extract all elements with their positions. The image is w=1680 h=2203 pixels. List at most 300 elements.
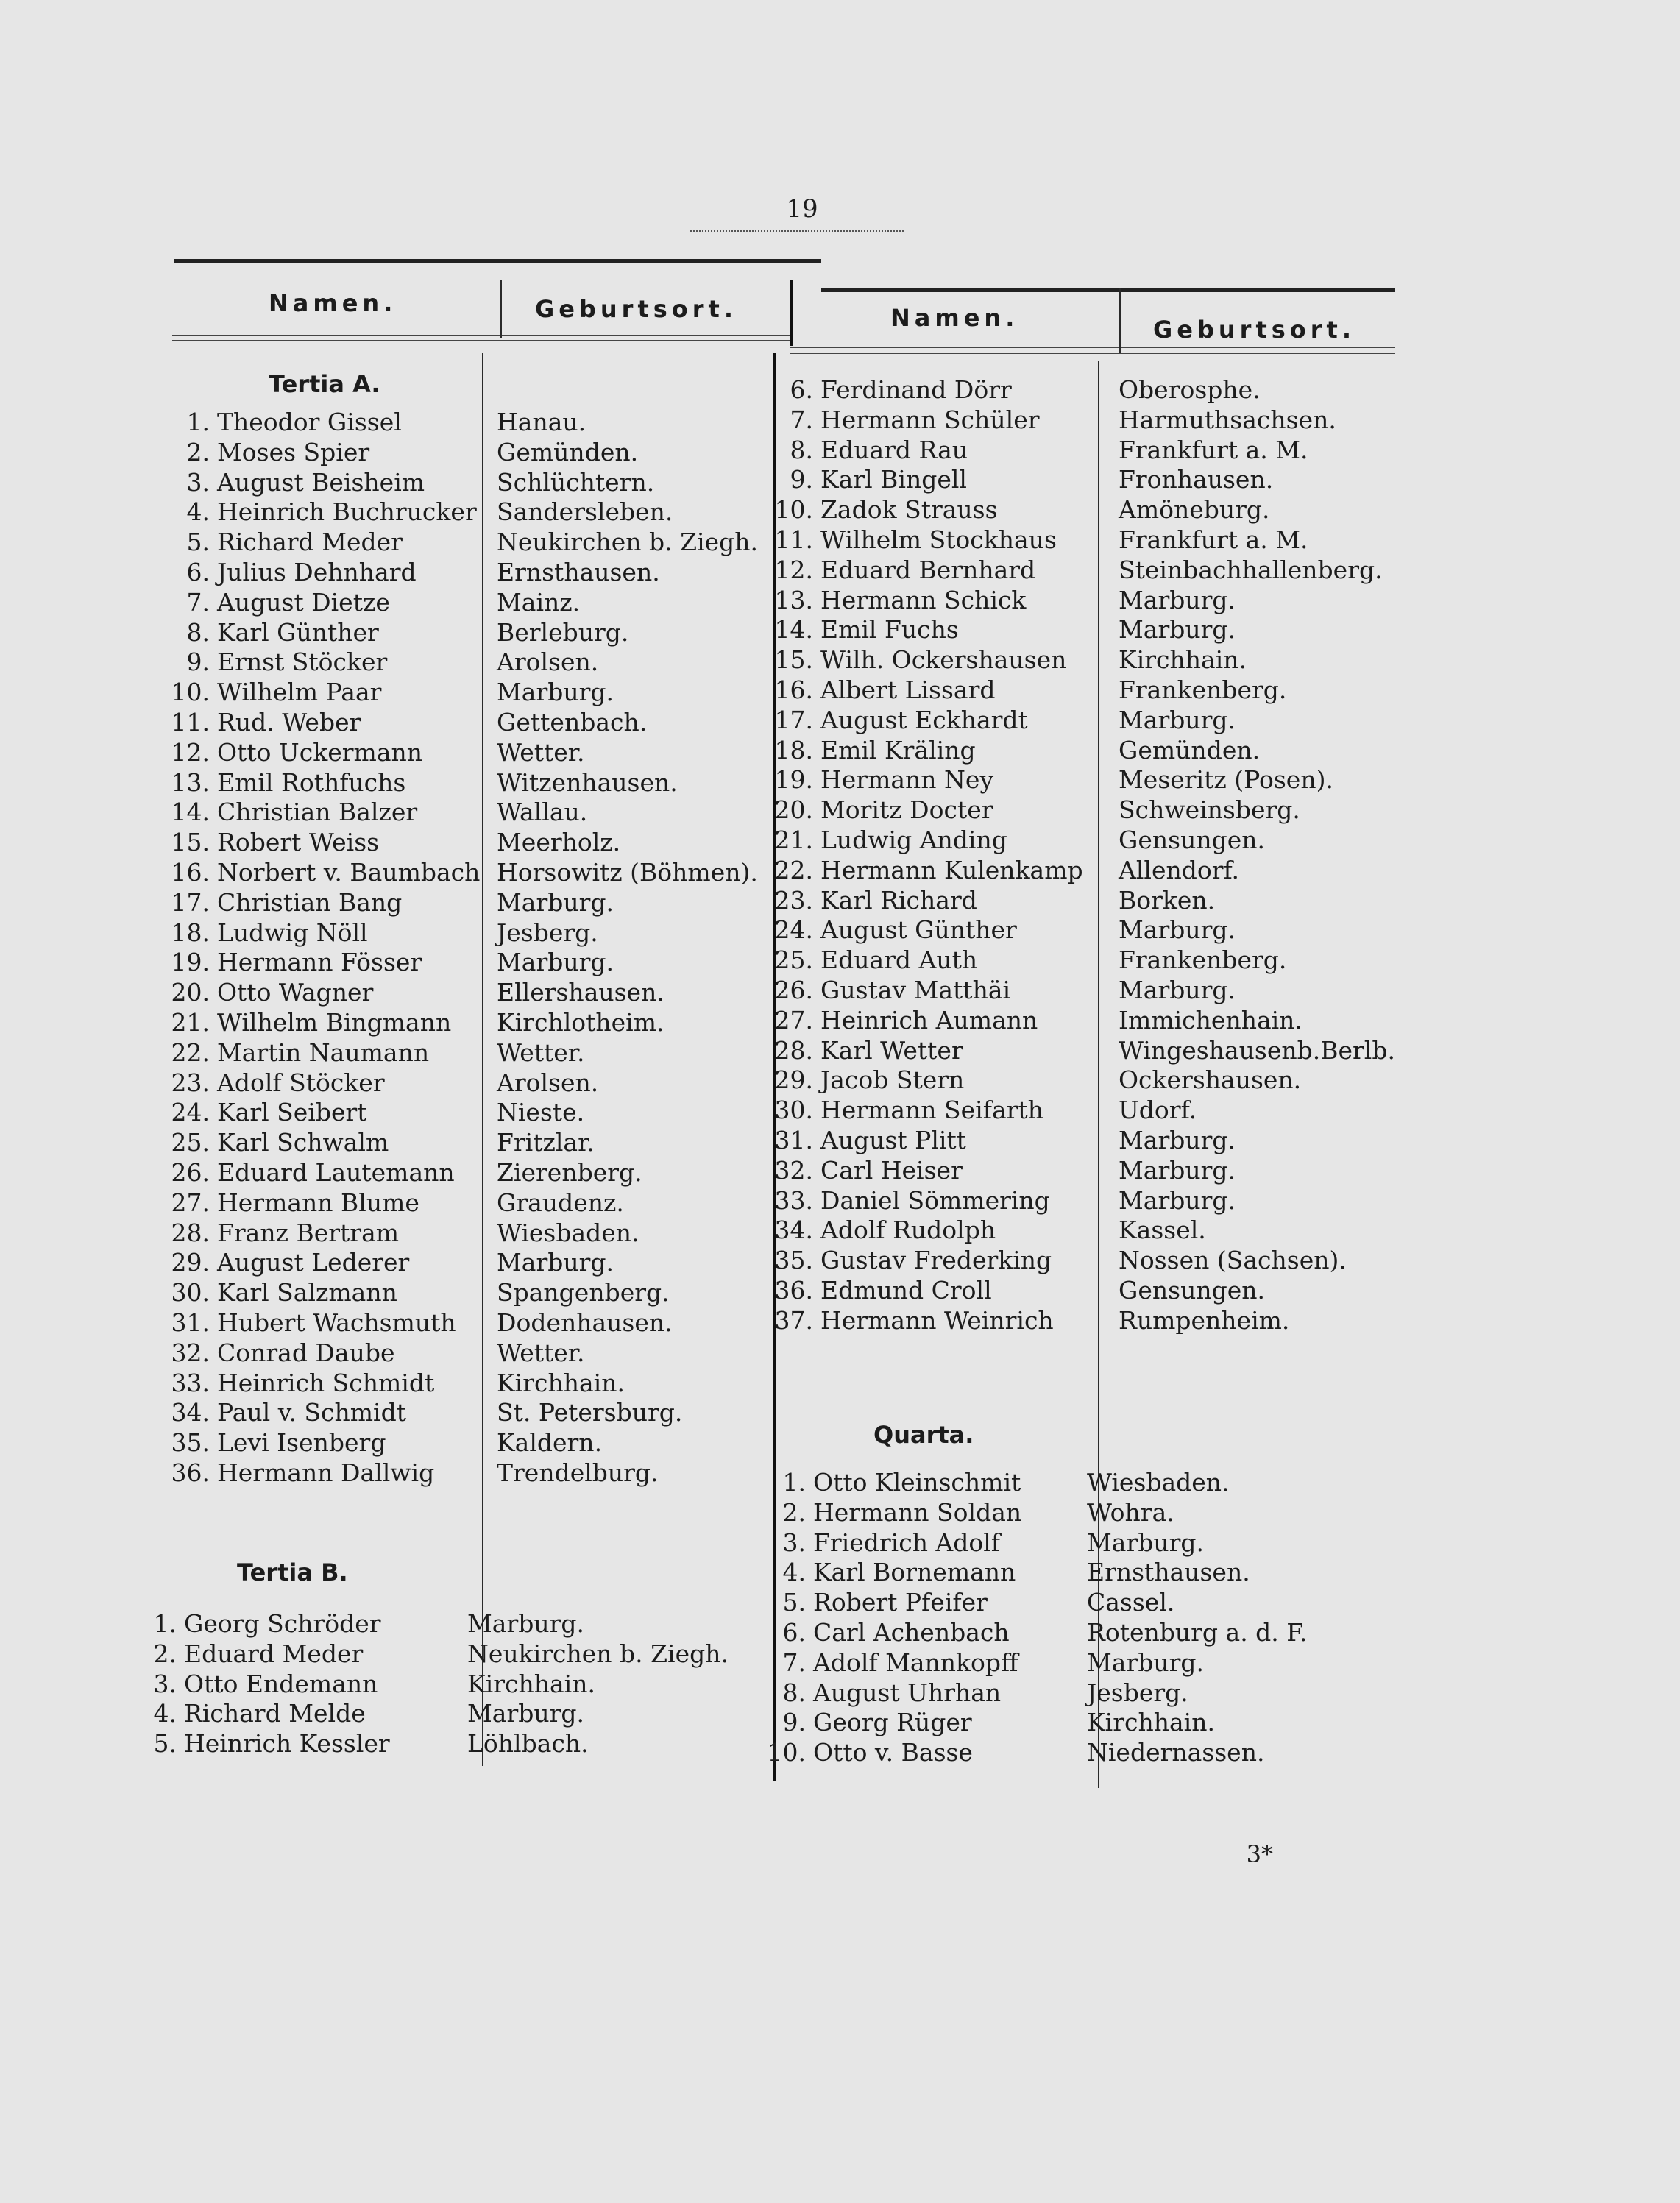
birthplace: Trendelburg.: [497, 1458, 659, 1487]
entry-number: 12.: [171, 737, 210, 767]
entry-number: 14.: [774, 615, 813, 645]
list-item: [151, 648, 762, 678]
top-rule-left: [174, 259, 821, 263]
birthplace: Kaldern.: [497, 1428, 603, 1458]
birthplace: Fritzlar.: [497, 1128, 595, 1157]
list-item: [151, 1158, 762, 1188]
list-item: [118, 1670, 758, 1700]
list-item: [754, 1276, 1394, 1306]
list-item: [754, 915, 1394, 946]
list-item: [118, 1609, 758, 1639]
entry-number: 24.: [774, 915, 813, 945]
student-name: Wilhelm Paar: [217, 678, 382, 707]
student-name: Karl Günther: [217, 617, 379, 647]
birthplace: Sandersleben.: [497, 497, 673, 527]
birthplace: Frankfurt a. M.: [1119, 525, 1308, 554]
birthplace: Allendorf.: [1119, 855, 1240, 884]
top-rule-right: [821, 288, 1395, 292]
entry-number: 33.: [171, 1368, 210, 1397]
student-name: Adolf Stöcker: [217, 1068, 385, 1097]
student-name: Theodor Gissel: [217, 408, 402, 436]
birthplace: Wohra.: [1087, 1497, 1174, 1527]
student-name: Eduard Bernhard: [820, 555, 1036, 584]
list-item: [747, 1738, 1394, 1768]
student-name: Heinrich Aumann: [820, 1005, 1038, 1035]
student-name: Norbert v. Baumbach: [217, 857, 481, 887]
birthplace: Gettenbach.: [497, 707, 648, 737]
entry-number: 3.: [186, 467, 210, 497]
entry-number: 20.: [774, 795, 813, 825]
student-name: Eduard Lautemann: [217, 1157, 455, 1187]
student-name: Moritz Docter: [820, 795, 993, 825]
list-item: [754, 736, 1394, 766]
entry-number: 24.: [171, 1098, 210, 1127]
student-name: Rud. Weber: [217, 707, 361, 737]
entry-number: 16.: [774, 675, 813, 704]
list-item: [151, 408, 762, 438]
birthplace: Gemünden.: [497, 437, 639, 467]
student-name: Edmund Croll: [820, 1275, 992, 1305]
birthplace: Wingeshausenb.Berlb.: [1119, 1035, 1395, 1065]
student-name: Karl Richard: [820, 885, 977, 915]
list-item: [754, 586, 1394, 616]
entry-number: 1.: [782, 1468, 806, 1497]
student-name: Carl Heiser: [820, 1155, 963, 1185]
list-item: [754, 1096, 1394, 1126]
entry-number: 4.: [153, 1699, 177, 1728]
birthplace: Marburg.: [497, 678, 614, 707]
entry-number: 12.: [774, 555, 813, 584]
birthplace: Fronhausen.: [1119, 465, 1274, 494]
birthplace: Nossen (Sachsen).: [1119, 1246, 1347, 1275]
student-name: August Lederer: [217, 1248, 410, 1277]
list-item: [151, 678, 762, 708]
entry-number: 5.: [782, 1588, 806, 1617]
birthplace: Kirchhain.: [1119, 645, 1247, 675]
student-name: Wilh. Ockershausen: [820, 645, 1067, 675]
student-name: Hermann Blume: [217, 1188, 419, 1217]
student-name: Otto Kleinschmit: [813, 1468, 1021, 1497]
birthplace: Niedernassen.: [1087, 1738, 1265, 1767]
entry-number: 11.: [774, 525, 813, 554]
birthplace: Kassel.: [1119, 1216, 1206, 1245]
student-name: August Plitt: [820, 1125, 966, 1154]
student-name: Zadok Strauss: [820, 495, 998, 525]
entry-number: 8.: [790, 435, 813, 464]
list-item: [754, 1246, 1394, 1276]
birthplace: Rotenburg a. d. F.: [1087, 1617, 1308, 1647]
entry-number: 26.: [171, 1157, 210, 1187]
header-names-right: Namen.: [890, 304, 1019, 332]
list-item: [754, 1065, 1394, 1096]
list-item: [747, 1498, 1394, 1528]
birthplace: Horsowitz (Böhmen).: [497, 857, 758, 887]
birthplace: St. Petersburg.: [497, 1398, 683, 1427]
student-name: Levi Isenberg: [217, 1428, 386, 1458]
list-item: [754, 1306, 1394, 1336]
list-item: [754, 765, 1394, 795]
entry-number: 1.: [186, 408, 210, 436]
entry-number: 31.: [171, 1308, 210, 1337]
birthplace: Ellershausen.: [497, 978, 664, 1007]
entry-number: 18.: [171, 918, 210, 947]
section-title-tertia-b: Tertia B.: [237, 1558, 348, 1586]
entry-number: 23.: [171, 1068, 210, 1097]
entry-number: 10.: [774, 495, 813, 525]
birthplace: Hanau.: [497, 408, 586, 436]
tertia-a-list: [151, 408, 762, 1489]
birthplace: Oberosphe.: [1119, 375, 1261, 404]
entry-number: 20.: [171, 978, 210, 1007]
birthplace: Frankfurt a. M.: [1119, 435, 1308, 464]
list-item: [754, 706, 1394, 736]
sheet-signature: 3*: [1246, 1840, 1273, 1868]
list-item: [151, 1308, 762, 1338]
entry-number: 25.: [171, 1128, 210, 1157]
student-name: Ernst Stöcker: [217, 648, 388, 677]
list-item: [151, 918, 762, 948]
birthplace: Mainz.: [497, 587, 581, 617]
birthplace: Marburg.: [1119, 915, 1236, 945]
entry-number: 30.: [171, 1278, 210, 1308]
entry-number: 4.: [186, 497, 210, 527]
list-item: [151, 1188, 762, 1218]
birthplace: Marburg.: [1119, 1125, 1236, 1154]
birthplace: Udorf.: [1119, 1096, 1197, 1125]
student-name: Karl Salzmann: [217, 1278, 397, 1308]
entry-number: 13.: [171, 767, 210, 797]
entry-number: 6.: [186, 557, 210, 586]
birthplace: Frankenberg.: [1119, 675, 1287, 704]
student-name: Daniel Sömmering: [820, 1185, 1050, 1215]
birthplace: Kirchlotheim.: [497, 1007, 664, 1037]
list-item: [151, 888, 762, 918]
entry-number: 14.: [171, 798, 210, 827]
student-name: Hermann Soldan: [813, 1497, 1022, 1527]
entry-number: 22.: [774, 855, 813, 884]
student-name: Emil Kräling: [820, 735, 976, 765]
birthplace: Cassel.: [1087, 1588, 1175, 1617]
list-item: [754, 645, 1394, 675]
birthplace: Rumpenheim.: [1119, 1305, 1290, 1335]
student-name: Ludwig Anding: [820, 825, 1007, 854]
entry-number: 28.: [774, 1035, 813, 1065]
entry-number: 32.: [171, 1338, 210, 1367]
student-name: Hermann Seifarth: [820, 1096, 1043, 1125]
list-item: [151, 1398, 762, 1428]
student-name: Adolf Rudolph: [820, 1216, 996, 1245]
birthplace: Marburg.: [1119, 975, 1236, 1004]
student-name: Albert Lissard: [820, 675, 996, 704]
header-rule-left-1: [172, 335, 790, 336]
student-name: Robert Pfeifer: [813, 1588, 988, 1617]
student-name: Adolf Mannkopff: [813, 1647, 1018, 1677]
birthplace: Marburg.: [1119, 585, 1236, 614]
birthplace: Amöneburg.: [1119, 495, 1270, 525]
list-item: [754, 1006, 1394, 1036]
list-item: [151, 558, 762, 588]
student-name: August Uhrhan: [813, 1678, 1002, 1707]
entry-number: 26.: [774, 975, 813, 1004]
entry-number: 16.: [171, 857, 210, 887]
tertia-b-continued-list: [754, 375, 1394, 1336]
student-name: August Dietze: [217, 587, 390, 617]
student-name: Hermann Weinrich: [820, 1305, 1054, 1335]
entry-number: 25.: [774, 946, 813, 975]
list-item: [151, 708, 762, 738]
student-name: Richard Melde: [184, 1699, 366, 1728]
student-name: Christian Balzer: [217, 798, 418, 827]
list-item: [754, 826, 1394, 856]
student-name: Heinrich Buchrucker: [217, 497, 477, 527]
student-name: Gustav Matthäi: [820, 975, 1011, 1004]
birthplace: Marburg.: [497, 1248, 614, 1277]
student-name: Otto v. Basse: [813, 1738, 973, 1767]
list-item: [747, 1618, 1394, 1648]
student-name: Heinrich Schmidt: [217, 1368, 435, 1397]
list-item: [747, 1708, 1394, 1738]
student-name: Franz Bertram: [217, 1218, 400, 1247]
birthplace: Marburg.: [1087, 1528, 1205, 1557]
divider-right-header: [1119, 288, 1121, 353]
entry-number: 6.: [790, 375, 813, 404]
student-name: Eduard Rau: [820, 435, 968, 464]
list-item: [754, 976, 1394, 1006]
student-name: August Beisheim: [217, 467, 425, 497]
list-item: [151, 738, 762, 768]
birthplace: Wiesbaden.: [1087, 1468, 1230, 1497]
birthplace: Wetter.: [497, 1338, 585, 1367]
list-item: [754, 795, 1394, 826]
birthplace: Wetter.: [497, 737, 585, 767]
birthplace: Wallau.: [497, 798, 588, 827]
student-name: Georg Schröder: [184, 1609, 381, 1638]
student-name: Martin Naumann: [217, 1037, 430, 1067]
entry-number: 11.: [171, 707, 210, 737]
birthplace: Witzenhausen.: [497, 767, 678, 797]
student-name: Hubert Wachsmuth: [217, 1308, 456, 1337]
entry-number: 29.: [171, 1248, 210, 1277]
entry-number: 4.: [782, 1558, 806, 1587]
list-item: [118, 1729, 758, 1759]
student-name: Ferdinand Dörr: [820, 375, 1012, 404]
student-name: Moses Spier: [217, 437, 370, 467]
birthplace: Spangenberg.: [497, 1278, 670, 1308]
list-item: [747, 1588, 1394, 1618]
header-rule-right-1: [790, 347, 1395, 348]
list-item: [151, 1068, 762, 1099]
entry-number: 2.: [186, 437, 210, 467]
student-name: Robert Weiss: [217, 828, 380, 857]
list-item: [754, 1186, 1394, 1216]
list-item: [151, 618, 762, 648]
entry-number: 36.: [171, 1458, 210, 1487]
entry-number: 34.: [774, 1216, 813, 1245]
list-item: [151, 1338, 762, 1369]
student-name: Gustav Frederking: [820, 1246, 1052, 1275]
student-name: Karl Wetter: [820, 1035, 963, 1065]
list-item: [747, 1528, 1394, 1558]
birthplace: Marburg.: [497, 887, 614, 917]
entry-number: 5.: [186, 528, 210, 557]
list-item: [151, 978, 762, 1008]
birthplace: Neukirchen b. Ziegh.: [497, 528, 758, 557]
birthplace: Kirchhain.: [467, 1669, 595, 1698]
student-name: Hermann Schick: [820, 585, 1027, 614]
student-name: Emil Fuchs: [820, 615, 959, 645]
entry-number: 10.: [171, 678, 210, 707]
birthplace: Nieste.: [497, 1098, 585, 1127]
student-name: Heinrich Kessler: [184, 1729, 390, 1759]
birthplace: Gensungen.: [1119, 1275, 1265, 1305]
student-name: Otto Endemann: [184, 1669, 378, 1698]
student-name: Karl Schwalm: [217, 1128, 389, 1157]
student-name: Otto Wagner: [217, 978, 374, 1007]
list-item: [754, 525, 1394, 556]
list-item: [754, 495, 1394, 525]
student-name: Karl Bingell: [820, 465, 967, 494]
list-item: [747, 1648, 1394, 1678]
student-name: Karl Bornemann: [813, 1558, 1016, 1587]
entry-number: 3.: [782, 1528, 806, 1557]
header-rule-left-2: [172, 340, 790, 341]
birthplace: Wetter.: [497, 1037, 585, 1067]
entry-number: 35.: [774, 1246, 813, 1275]
list-item: [754, 465, 1394, 495]
student-name: Ludwig Nöll: [217, 918, 368, 947]
divider-left-header: [500, 280, 502, 338]
quarta-list: [747, 1468, 1394, 1768]
entry-number: 19.: [171, 948, 210, 977]
birthplace: Graudenz.: [497, 1188, 624, 1217]
student-name: Eduard Meder: [184, 1639, 364, 1668]
list-item: [118, 1639, 758, 1670]
student-name: Eduard Auth: [820, 946, 978, 975]
entry-number: 7.: [186, 587, 210, 617]
list-item: [747, 1678, 1394, 1709]
student-name: Karl Seibert: [217, 1098, 367, 1127]
entry-number: 29.: [774, 1065, 813, 1095]
entry-number: 2.: [153, 1639, 177, 1668]
student-name: Richard Meder: [217, 528, 403, 557]
list-item: [151, 1278, 762, 1308]
birthplace: Marburg.: [1119, 1155, 1236, 1185]
header-birthplace-left: Geburtsort.: [535, 295, 737, 323]
student-name: August Eckhardt: [820, 705, 1028, 734]
entry-number: 13.: [774, 585, 813, 614]
page-number: 19: [786, 194, 818, 224]
entry-number: 33.: [774, 1185, 813, 1215]
student-name: Hermann Ney: [820, 765, 994, 795]
list-item: [151, 948, 762, 978]
list-item: [151, 497, 762, 528]
list-item: [151, 1369, 762, 1399]
list-item: [151, 1098, 762, 1128]
birthplace: Gemünden.: [1119, 735, 1261, 765]
birthplace: Frankenberg.: [1119, 946, 1287, 975]
student-name: Hermann Fösser: [217, 948, 422, 977]
list-item: [151, 1218, 762, 1249]
birthplace: Ernsthausen.: [1087, 1558, 1250, 1587]
entry-number: 8.: [782, 1678, 806, 1707]
list-item: [754, 675, 1394, 706]
list-item: [151, 828, 762, 858]
entry-number: 2.: [782, 1497, 806, 1527]
birthplace: Kirchhain.: [1087, 1708, 1215, 1737]
entry-number: 7.: [782, 1647, 806, 1677]
entry-number: 8.: [186, 617, 210, 647]
birthplace: Neukirchen b. Ziegh.: [467, 1639, 729, 1668]
list-item: [754, 856, 1394, 886]
list-item: [151, 1128, 762, 1158]
student-name: Hermann Dallwig: [217, 1458, 435, 1487]
list-item: [151, 468, 762, 498]
birthplace: Ernsthausen.: [497, 557, 660, 586]
entry-number: 22.: [171, 1037, 210, 1067]
entry-number: 10.: [767, 1738, 806, 1767]
entry-number: 35.: [171, 1428, 210, 1458]
tertia-b-list: [118, 1609, 758, 1759]
birthplace: Marburg.: [467, 1699, 585, 1728]
entry-number: 1.: [153, 1609, 177, 1638]
list-item: [754, 375, 1394, 405]
student-name: Jacob Stern: [820, 1065, 965, 1095]
student-name: Hermann Schüler: [820, 405, 1040, 434]
student-name: Christian Bang: [217, 887, 403, 917]
birthplace: Immichenhain.: [1119, 1005, 1302, 1035]
entry-number: 18.: [774, 735, 813, 765]
entry-number: 7.: [790, 405, 813, 434]
birthplace: Marburg.: [1119, 1185, 1236, 1215]
list-item: [754, 436, 1394, 466]
birthplace: Dodenhausen.: [497, 1308, 673, 1337]
entry-number: 6.: [782, 1617, 806, 1647]
list-item: [754, 615, 1394, 645]
entry-number: 3.: [153, 1669, 177, 1698]
birthplace: Meerholz.: [497, 828, 621, 857]
list-item: [118, 1699, 758, 1729]
header-names-left: Namen.: [269, 289, 397, 317]
section-title-tertia-a: Tertia A.: [269, 370, 380, 398]
birthplace: Berleburg.: [497, 617, 629, 647]
entry-number: 15.: [774, 645, 813, 675]
entry-number: 30.: [774, 1096, 813, 1125]
entry-number: 23.: [774, 885, 813, 915]
list-item: [151, 768, 762, 798]
entry-number: 31.: [774, 1125, 813, 1154]
section-title-quarta: Quarta.: [873, 1421, 974, 1449]
page-number-rule: [690, 230, 904, 232]
list-item: [151, 858, 762, 888]
entry-number: 17.: [774, 705, 813, 734]
birthplace: Marburg.: [497, 948, 614, 977]
birthplace: Zierenberg.: [497, 1157, 642, 1187]
list-item: [151, 528, 762, 558]
entry-number: 15.: [171, 828, 210, 857]
entry-number: 27.: [774, 1005, 813, 1035]
birthplace: Marburg.: [1087, 1647, 1205, 1677]
student-name: Georg Rüger: [813, 1708, 972, 1737]
header-rule-right-2: [790, 353, 1395, 354]
list-item: [151, 588, 762, 618]
divider-center: [790, 280, 793, 346]
birthplace: Kirchhain.: [497, 1368, 625, 1397]
list-item: [151, 1248, 762, 1278]
entry-number: 34.: [171, 1398, 210, 1427]
birthplace: Marburg.: [1119, 615, 1236, 645]
student-name: Emil Rothfuchs: [217, 767, 406, 797]
birthplace: Ockershausen.: [1119, 1065, 1302, 1095]
